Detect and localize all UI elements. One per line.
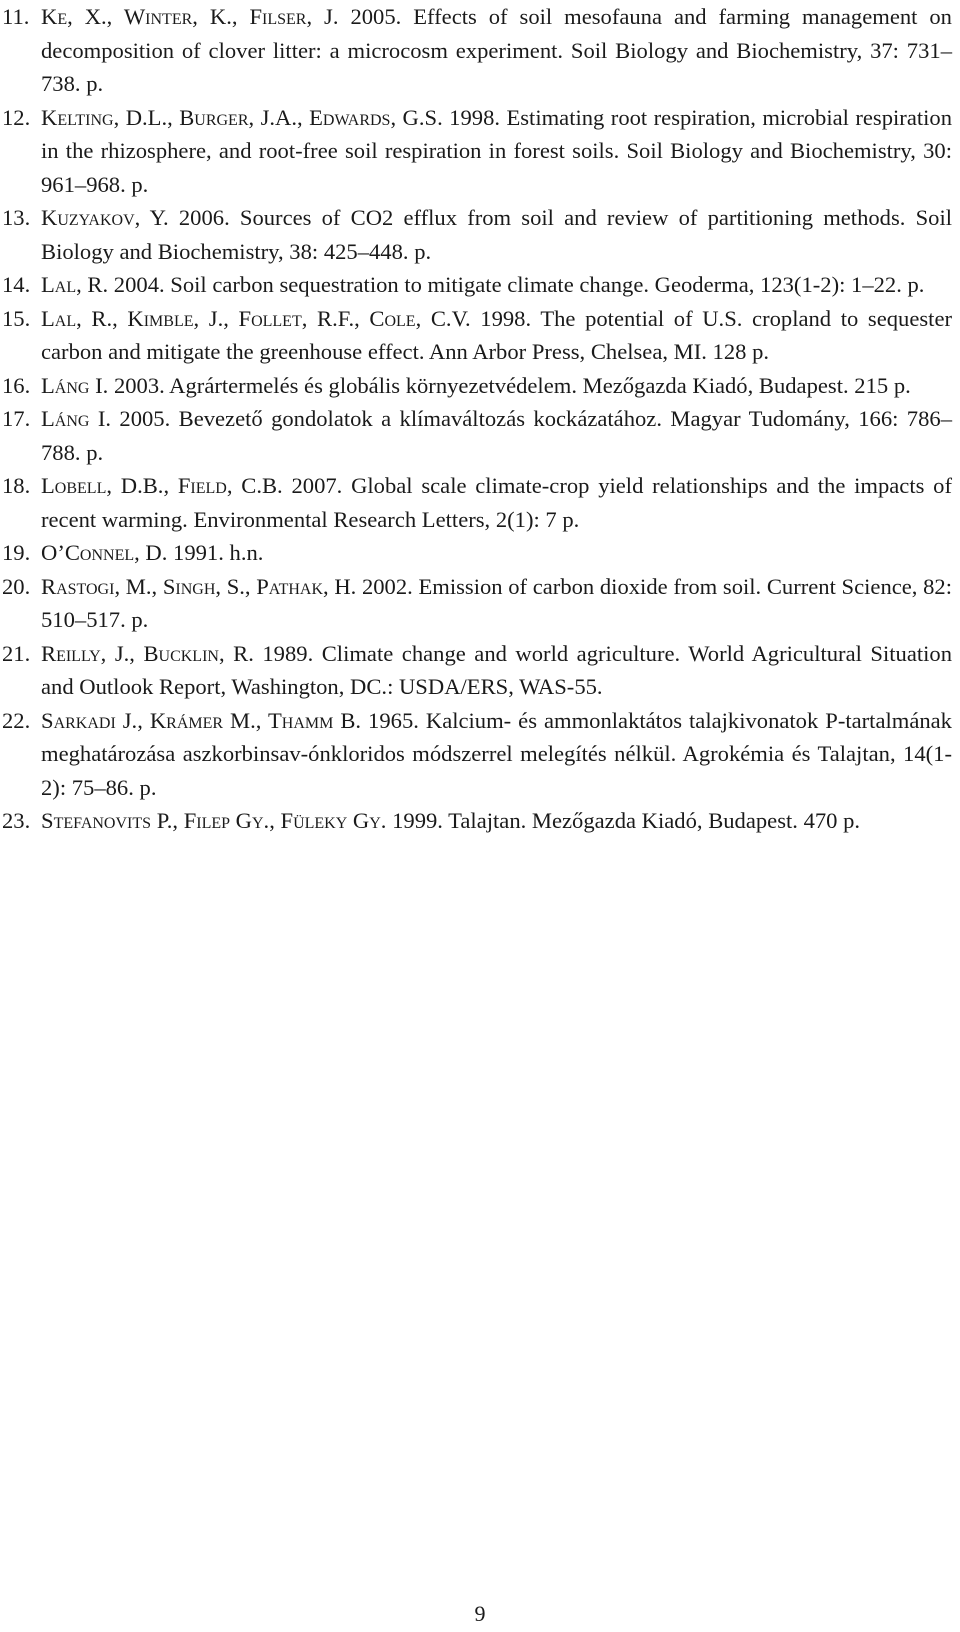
- reference-number: 17.: [2, 406, 31, 431]
- reference-authors: Lal, R.: [41, 272, 109, 297]
- reference-authors: Stefanovits P., Filep Gy., Füleky Gy.: [41, 808, 387, 833]
- reference-item: [0, 704, 952, 805]
- reference-authors: Reilly, J., Bucklin, R.: [41, 640, 254, 666]
- reference-authors: O’Connel, D.: [41, 540, 168, 565]
- reference-number: 12.: [2, 104, 31, 130]
- reference-text: 1999. Talajtan. Mezőgazda Kiadó, Budapest. 470 p.: [386, 808, 861, 833]
- reference-number: 13.: [2, 205, 31, 230]
- reference-item: [0, 469, 952, 536]
- page-number: 9: [474, 1601, 486, 1626]
- reference-text: 1991. h.n.: [167, 540, 264, 565]
- reference-number: 11.: [2, 4, 30, 29]
- reference-number: 15.: [2, 305, 31, 331]
- reference-authors: Sarkadi J., Krámer M., Thamm B.: [41, 707, 362, 733]
- reference-text: 2002. Emission of carbon dioxide from soil. Current Science, 82: 510–517. p.: [41, 573, 952, 632]
- reference-number: 19.: [2, 540, 31, 565]
- reference-text: 1965. Kalcium- és ammonlaktátos talajkivonatok P-tartalmának meghatározása aszkorbinsav-ónkloridos módszerrel melegítés nélkül. Agrokémia és Talajtan, 14(1-2): 75–86. p.: [41, 707, 952, 800]
- reference-item: [0, 369, 952, 403]
- reference-authors: Láng I.: [41, 372, 109, 398]
- reference-item: [0, 0, 952, 101]
- reference-number: 20.: [2, 573, 31, 599]
- reference-item: [0, 804, 952, 838]
- reference-item: [0, 302, 952, 369]
- reference-text: 1998. Estimating root respiration, microbial respiration in the rhizosphere, and root-free soil respiration in forest soils. Soil Biology and Biochemistry, 30: 961–968. p.: [41, 104, 952, 197]
- reference-item: [0, 536, 952, 570]
- reference-number: 16.: [2, 372, 31, 398]
- reference-authors: Kelting, D.L., Burger, J.A., Edwards, G.S.: [41, 104, 443, 130]
- reference-text: 2007. Global scale climate-crop yield relationships and the impacts of recent warming. Environmental Research Letters, 2(1): 7 p.: [41, 473, 952, 532]
- reference-text: 2006. Sources of CO2 efflux from soil and review of partitioning methods. Soil Biology and Biochemistry, 38: 425–448. p.: [41, 205, 953, 264]
- reference-item: [0, 201, 952, 268]
- reference-number: 23.: [2, 808, 31, 833]
- reference-text: 1989. Climate change and world agriculture. World Agricultural Situation and Outlook Report, Washington, DC.: USDA/ERS, WAS-55.: [41, 640, 952, 699]
- reference-authors: Rastogi, M., Singh, S., Pathak, H.: [41, 573, 357, 599]
- reference-item: [0, 101, 952, 202]
- reference-item: [0, 570, 952, 637]
- reference-authors: Lobell, D.B., Field, C.B.: [41, 473, 283, 498]
- reference-number: 22.: [2, 707, 31, 733]
- reference-text: 1998. The potential of U.S. cropland to sequester carbon and mitigate the greenhouse effect. Ann Arbor Press, Chelsea, MI. 128 p.: [41, 305, 952, 364]
- reference-item: [0, 268, 952, 302]
- reference-authors: Ke, X., Winter, K., Filser, J.: [41, 4, 339, 29]
- reference-authors: Kuzyakov, Y.: [41, 205, 169, 230]
- reference-text: 2004. Soil carbon sequestration to mitigate climate change. Geoderma, 123(1-2): 1–22. p.: [108, 272, 925, 297]
- reference-number: 18.: [2, 473, 31, 498]
- reference-text: 2003. Agrártermelés és globális környezetvédelem. Mezőgazda Kiadó, Budapest. 215 p.: [108, 372, 911, 398]
- reference-number: 14.: [2, 272, 31, 297]
- reference-item: [0, 637, 952, 704]
- reference-text: 2005. Effects of soil mesofauna and farming management on decomposition of clover litter: a microcosm experiment. Soil Biology and Biochemistry, 37: 731–738. p.: [41, 4, 952, 96]
- reference-authors: Lal, R., Kimble, J., Follet, R.F., Cole, C.V.: [41, 305, 471, 331]
- reference-item: [0, 402, 952, 469]
- reference-text: 2005. Bevezető gondolatok a klímaváltozás kockázatához. Magyar Tudomány, 166: 786–788. p.: [41, 406, 952, 465]
- reference-number: 21.: [2, 640, 31, 666]
- reference-authors: Láng I.: [41, 406, 112, 431]
